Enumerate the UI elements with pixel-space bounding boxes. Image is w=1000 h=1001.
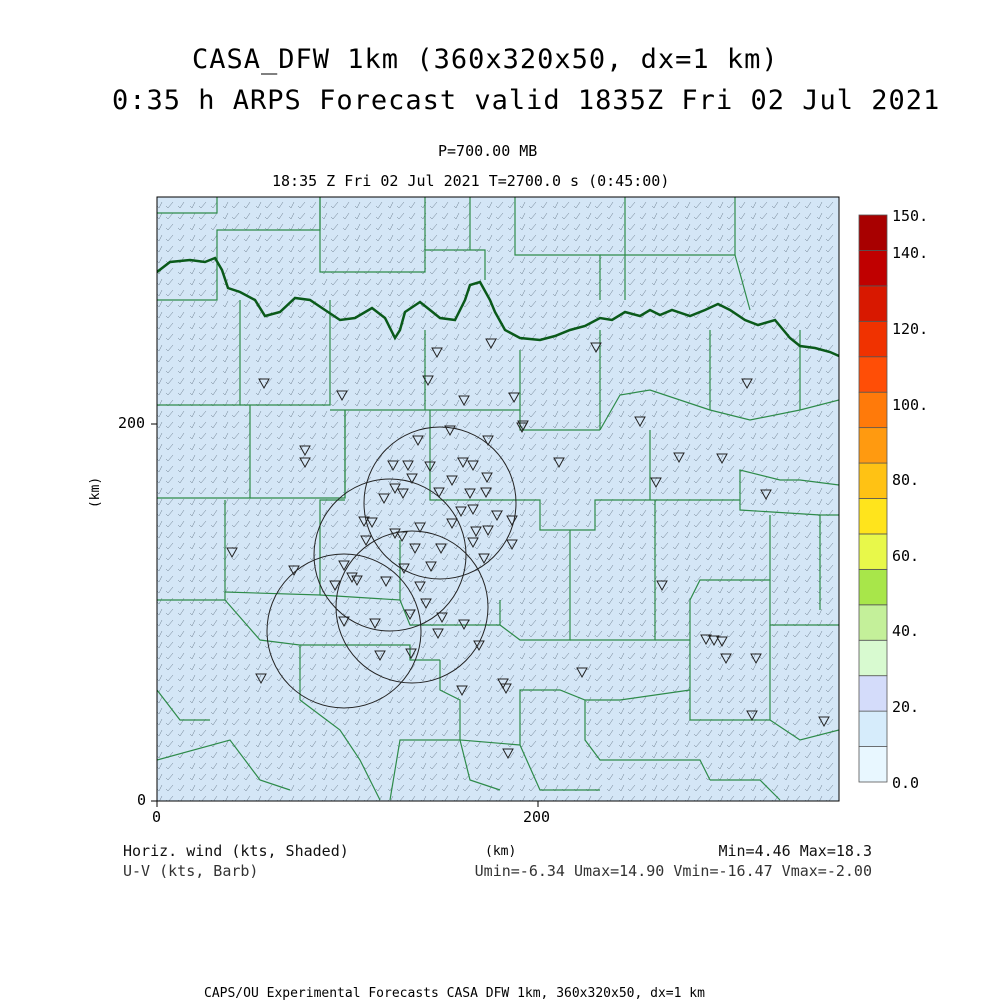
colorbar-swatch <box>859 534 887 569</box>
colorbar-label: 80. <box>892 471 920 489</box>
colorbar-swatch <box>859 321 887 356</box>
colorbar-swatch <box>859 676 887 711</box>
x-tick-0: 0 <box>152 808 162 826</box>
colorbar-swatch <box>859 357 887 392</box>
y-axis-label: (km) <box>88 476 104 509</box>
pressure-level: P=700.00 MB <box>438 142 538 160</box>
colorbar-swatch <box>859 392 887 427</box>
colorbar-label: 140. <box>892 244 929 262</box>
min-max-values: Min=4.46 Max=18.3 <box>718 842 872 860</box>
colorbar-swatch <box>859 463 887 498</box>
colorbar-label: 20. <box>892 698 920 716</box>
colorbar-swatch <box>859 499 887 534</box>
colorbar-swatch <box>859 605 887 640</box>
shaded-field-label: Horiz. wind (kts, Shaded) <box>123 842 349 860</box>
chart-title-line1: CASA_DFW 1km (360x320x50, dx=1 km) <box>192 44 779 75</box>
colorbar-swatch <box>859 747 887 782</box>
colorbar-label: 60. <box>892 547 920 565</box>
colorbar-label: 0.0 <box>892 774 920 792</box>
y-tick-200: 200 <box>118 414 146 432</box>
colorbar-swatch <box>859 428 887 463</box>
wind-field-shading <box>157 197 839 801</box>
valid-time: 18:35 Z Fri 02 Jul 2021 T=2700.0 s (0:45:00) <box>272 172 670 190</box>
colorbar-swatch <box>859 711 887 746</box>
colorbar-swatch <box>859 250 887 285</box>
colorbar-label: 150. <box>892 207 929 225</box>
colorbar-swatch <box>859 215 887 250</box>
colorbar-swatch <box>859 286 887 321</box>
colorbar <box>859 215 887 782</box>
colorbar-label: 100. <box>892 396 929 414</box>
colorbar-swatch <box>859 640 887 675</box>
x-axis-label: (km) <box>485 844 517 859</box>
credit-line: CAPS/OU Experimental Forecasts CASA DFW 1km, 360x320x50, dx=1 km <box>204 986 705 1001</box>
colorbar-label: 120. <box>892 320 929 338</box>
y-tick-0: 0 <box>137 791 147 809</box>
colorbar-swatch <box>859 569 887 604</box>
barb-field-label: U-V (kts, Barb) <box>123 862 259 880</box>
x-tick-200: 200 <box>523 808 551 826</box>
colorbar-label: 40. <box>892 622 920 640</box>
chart-title-line2: 0:35 h ARPS Forecast valid 1835Z Fri 02 Jul 2021 <box>112 85 941 116</box>
uv-statistics: Umin=-6.34 Umax=14.90 Vmin=-16.47 Vmax=-2.00 <box>474 862 872 880</box>
